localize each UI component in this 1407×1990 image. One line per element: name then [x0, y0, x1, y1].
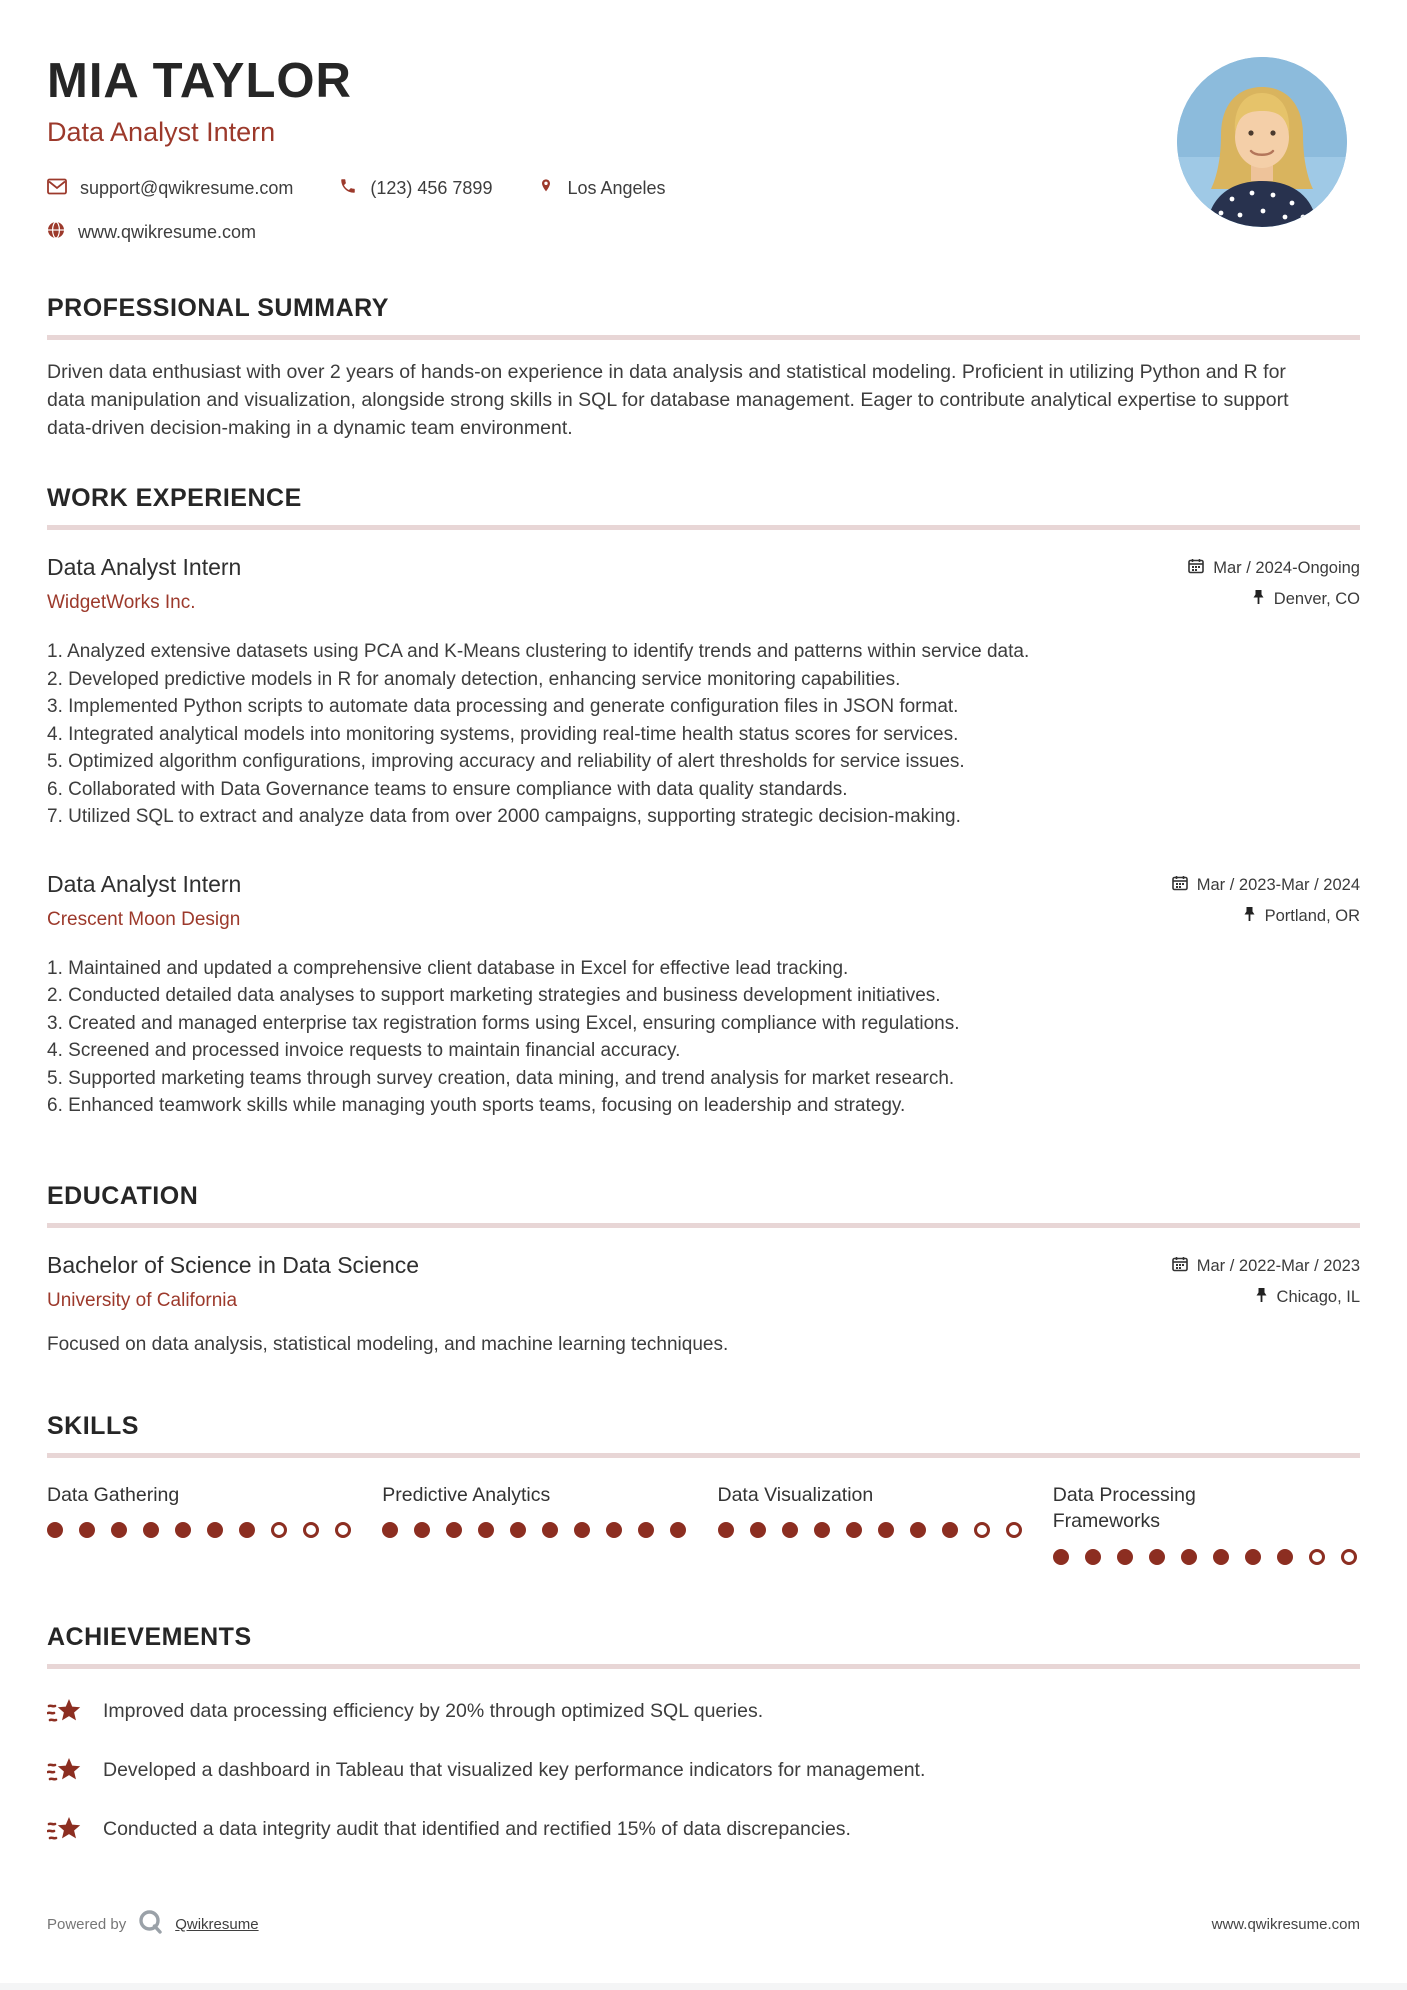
skill-dot-filled	[1149, 1549, 1165, 1565]
skill-dot-filled	[542, 1522, 558, 1538]
achievement-item	[47, 1755, 1360, 1787]
job-list	[47, 554, 1360, 1120]
map-pin-icon	[538, 176, 554, 201]
star-badge-icon	[47, 1755, 83, 1787]
education-entry	[47, 1252, 1360, 1356]
location-contact	[538, 176, 665, 201]
job-bullet: Implemented Python scripts to automate data processing and generate configuration files in JSON format.	[68, 696, 959, 718]
qwikresume-link[interactable]: Qwikresume	[175, 1916, 259, 1933]
skill-entry	[47, 1482, 354, 1565]
skill-dot-filled	[207, 1522, 223, 1538]
section-skills	[47, 1412, 1360, 1565]
star-badge-icon	[47, 1696, 83, 1728]
education-location: Chicago, IL	[1276, 1287, 1360, 1306]
job-bullet: Created and managed enterprise tax registration forms using Excel, ensuring compliance with regulations.	[68, 1012, 960, 1034]
skill-entry	[1053, 1482, 1360, 1565]
section-divider	[47, 335, 1360, 340]
job-entry	[47, 554, 1360, 831]
skill-dot-filled	[175, 1522, 191, 1538]
phone-contact[interactable]	[339, 177, 492, 200]
section-work-experience	[47, 484, 1360, 1120]
pushpin-icon	[1243, 906, 1256, 927]
star-badge-icon	[47, 1814, 83, 1846]
page-footer	[47, 1909, 1360, 1940]
skill-dot-empty	[271, 1522, 287, 1538]
skill-dot-filled	[1085, 1549, 1101, 1565]
summary-text: Driven data enthusiast with over 2 years of hands-on experience in data analysis and statistical modeling. Proficient in utilizing Python and R for data manipulation and visualization, alongside strong skills in SQL for database management. Eager to contribute analytical expertise to support data-driven decision-making in a dynamic team environment.	[47, 361, 1289, 440]
skill-dot-filled	[942, 1522, 958, 1538]
job-location: Denver, CO	[1273, 590, 1360, 609]
summary-heading: PROFESSIONAL SUMMARY	[47, 294, 389, 323]
contact-row-primary	[47, 176, 1360, 201]
powered-by-label: Powered by	[47, 1916, 127, 1933]
page-bottom-strip	[0, 1983, 1407, 1990]
section-divider	[47, 1664, 1360, 1669]
job-bullet: Optimized algorithm configurations, improving accuracy and reliability of alert thresholds for service issues.	[68, 751, 965, 773]
skill-dot-empty	[1006, 1522, 1022, 1538]
job-date: Mar / 2024-Ongoing	[1213, 559, 1360, 578]
avatar	[1177, 57, 1347, 227]
calendar-icon	[1172, 1256, 1188, 1277]
job-meta	[1188, 554, 1360, 620]
skill-dot-filled	[414, 1522, 430, 1538]
candidate-name: MIA TAYLOR	[47, 54, 352, 108]
skill-dot-empty	[335, 1522, 351, 1538]
skill-dot-filled	[606, 1522, 622, 1538]
skill-entry	[718, 1482, 1025, 1565]
skill-dot-filled	[814, 1522, 830, 1538]
pushpin-icon	[1255, 1287, 1268, 1308]
job-bullet: Developed predictive models in R for anomaly detection, enhancing service monitoring capabilities.	[68, 668, 901, 690]
phone-icon	[339, 177, 357, 200]
skill-name: Data Processing Frameworks	[1052, 1483, 1196, 1533]
job-bullet: Integrated analytical models into monitoring systems, providing real-time health status scores for services.	[68, 723, 959, 745]
envelope-icon	[47, 178, 67, 200]
qwikresume-logo-icon	[137, 1909, 164, 1940]
job-bullet: Enhanced teamwork skills while managing youth sports teams, focusing on leadership and strategy.	[68, 1095, 906, 1117]
job-bullet: Maintained and updated a comprehensive client database in Excel for effective lead tracking.	[68, 957, 849, 979]
globe-icon	[47, 221, 65, 244]
education-school: University of California	[47, 1289, 238, 1311]
skill-dot-filled	[382, 1522, 398, 1538]
skill-name: Data Gathering	[47, 1483, 180, 1506]
skill-entry	[382, 1482, 689, 1565]
achievement-text: Conducted a data integrity audit that identified and rectified 15% of data discrepancies.	[103, 1818, 851, 1841]
skill-rating	[47, 1522, 354, 1538]
job-date: Mar / 2023-Mar / 2024	[1196, 875, 1360, 894]
skill-dot-filled	[782, 1522, 798, 1538]
skill-dot-filled	[910, 1522, 926, 1538]
job-bullet: Screened and processed invoice requests to maintain financial accuracy.	[68, 1040, 681, 1062]
job-bullet: Conducted detailed data analyses to support marketing strategies and business development initiatives.	[68, 985, 941, 1007]
skill-dot-filled	[750, 1522, 766, 1538]
skill-dot-filled	[510, 1522, 526, 1538]
skills-heading: SKILLS	[47, 1411, 139, 1440]
section-divider	[47, 1223, 1360, 1228]
email-contact[interactable]	[47, 178, 293, 200]
skill-dot-filled	[718, 1522, 734, 1538]
job-bullet: Analyzed extensive datasets using PCA and K-Means clustering to identify trends and patterns within service data.	[67, 641, 1030, 663]
skill-rating	[1053, 1549, 1360, 1565]
skill-dot-empty	[1341, 1549, 1357, 1565]
section-achievements	[47, 1623, 1360, 1846]
education-heading: EDUCATION	[47, 1181, 199, 1210]
skill-dot-filled	[1277, 1549, 1293, 1565]
skill-dot-filled	[1245, 1549, 1261, 1565]
job-company: Crescent Moon Design	[47, 908, 241, 930]
job-company: WidgetWorks Inc.	[47, 592, 196, 614]
achievement-item	[47, 1814, 1360, 1846]
email-text[interactable]: support@qwikresume.com	[80, 178, 294, 199]
skill-dot-filled	[846, 1522, 862, 1538]
skill-dot-filled	[446, 1522, 462, 1538]
resume-header	[47, 0, 1360, 244]
skill-name: Data Visualization	[717, 1483, 874, 1506]
job-entry	[47, 871, 1360, 1120]
skill-dot-filled	[1181, 1549, 1197, 1565]
skill-dot-filled	[670, 1522, 686, 1538]
skill-dot-filled	[111, 1522, 127, 1538]
skill-dot-filled	[143, 1522, 159, 1538]
section-professional-summary	[47, 294, 1360, 442]
calendar-icon	[1172, 875, 1188, 896]
skills-grid	[47, 1482, 1360, 1565]
education-degree: Bachelor of Science in Data Science	[47, 1251, 420, 1278]
job-bullet-list	[47, 638, 1360, 831]
section-divider	[47, 525, 1360, 530]
website-text[interactable]: www.qwikresume.com	[78, 222, 257, 243]
skill-dot-filled	[1213, 1549, 1229, 1565]
job-bullet: Supported marketing teams through survey creation, data mining, and trend analysis for market research.	[68, 1067, 955, 1089]
skill-dot-filled	[1053, 1549, 1069, 1565]
skill-rating	[382, 1522, 689, 1538]
skill-dot-empty	[303, 1522, 319, 1538]
job-meta	[1172, 871, 1360, 937]
skill-dot-filled	[574, 1522, 590, 1538]
achievement-list	[47, 1696, 1360, 1846]
achievements-heading: ACHIEVEMENTS	[47, 1622, 252, 1651]
skill-dot-filled	[878, 1522, 894, 1538]
experience-heading: WORK EXPERIENCE	[47, 484, 302, 513]
education-date: Mar / 2022-Mar / 2023	[1196, 1256, 1360, 1275]
skill-dot-filled	[1117, 1549, 1133, 1565]
skill-dot-filled	[47, 1522, 63, 1538]
skill-dot-filled	[638, 1522, 654, 1538]
skill-dot-filled	[79, 1522, 95, 1538]
avatar-photo-illustration	[1177, 57, 1347, 227]
skill-dot-empty	[1309, 1549, 1325, 1565]
job-title: Data Analyst Intern	[47, 554, 242, 581]
education-note: Focused on data analysis, statistical modeling, and machine learning techniques.	[47, 1333, 729, 1355]
job-bullet: Utilized SQL to extract and analyze data from over 2000 campaigns, supporting strategic decision-making.	[68, 806, 961, 828]
contact-row-secondary	[47, 221, 1360, 244]
website-contact[interactable]	[47, 221, 256, 244]
calendar-icon	[1188, 558, 1204, 579]
skill-dot-filled	[239, 1522, 255, 1538]
skill-dot-empty	[974, 1522, 990, 1538]
phone-text[interactable]: (123) 456 7899	[370, 178, 493, 199]
section-education	[47, 1182, 1360, 1356]
education-meta	[1172, 1252, 1360, 1318]
skill-name: Predictive Analytics	[382, 1483, 551, 1506]
achievement-item	[47, 1696, 1360, 1728]
skill-dot-filled	[478, 1522, 494, 1538]
job-title: Data Analyst Intern	[47, 870, 242, 897]
pushpin-icon	[1252, 589, 1265, 610]
skill-rating	[718, 1522, 1025, 1538]
job-bullet: Collaborated with Data Governance teams to ensure compliance with data quality standards.	[68, 778, 848, 800]
achievement-text: Developed a dashboard in Tableau that visualized key performance indicators for management.	[103, 1759, 926, 1782]
section-divider	[47, 1453, 1360, 1458]
footer-website: www.qwikresume.com	[1211, 1916, 1360, 1933]
achievement-text: Improved data processing efficiency by 20% through optimized SQL queries.	[103, 1700, 764, 1723]
job-bullet-list	[47, 955, 1360, 1120]
job-location: Portland, OR	[1264, 906, 1360, 925]
location-text: Los Angeles	[567, 178, 666, 199]
candidate-job-title: Data Analyst Intern	[47, 117, 276, 148]
